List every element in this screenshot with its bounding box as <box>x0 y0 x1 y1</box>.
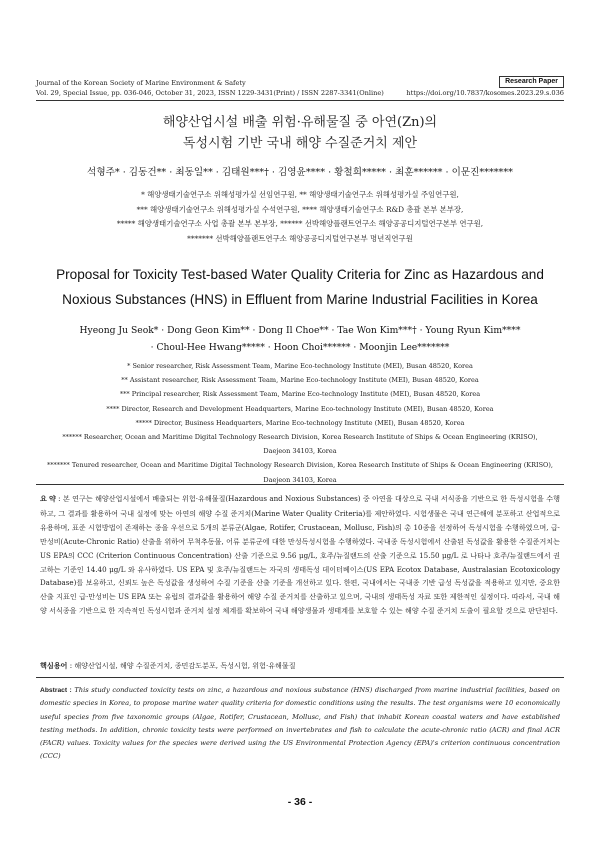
korean-keywords-text: : 해양산업시설, 해양 수질준거치, 종민감도분포, 독성시험, 위험·유해물질 <box>69 661 296 670</box>
korean-title-line-2: 독성시험 기반 국내 해양 수질준거치 제안 <box>182 136 418 151</box>
korean-abstract <box>40 492 560 618</box>
korean-affiliations <box>36 188 564 247</box>
english-affiliation: **** Director, Research and Development Headquarters, Marine Eco-technology Institute (MEI), Busan 48520, Korea <box>106 404 494 413</box>
korean-authors: 석형주* · 김동건** · 최동일** · 김태원***† · 김영윤**** · 황철희***** · 최훈****** · 이문진******* <box>87 167 513 178</box>
english-affiliation: ** Assistant researcher, Risk Assessment Team, Marine Eco-technology Institute (MEI), Busan 48520, Korea <box>121 376 479 385</box>
english-abstract-text: This study conducted toxicity tests on zinc, a hazardous and noxious substance (HNS) discharged from marine industrial facilities, based on domestic species in Korea, to propose marine water quality criteria for domestic conditions using the results. The test organisms were 10 economically useful species from five taxonomic groups (Algae, Rotifer, Crustacean, Mollusc, and Fish) that inhabit Korean coastal waters and have established testing methods. In addition, chronic toxicity tests were performed on invertebrates and fish to calculate the acute-chronic ratio (ACR) and final ACR (FACR) values. Toxicity values for the species were derived using the US Environmental Protection Agency (EPA)'s criterion continuous concentration (CCC) <box>40 686 560 761</box>
korean-keywords <box>40 660 560 672</box>
english-affiliation: ******* Tenured researcher, Ocean and Maritime Digital Technology Research Division, Korea Research Institute of Ships & Ocean Engineering (KRISO), <box>47 461 553 470</box>
korean-keywords-label: 핵심용어 <box>40 662 68 670</box>
english-affiliations <box>28 359 572 487</box>
journal-name: Journal of the Korean Society of Marine Environment & Safety <box>36 79 246 87</box>
english-abstract-label: Abstract : <box>40 687 72 694</box>
korean-abstract-text: : 본 연구는 해양산업시설에서 배출되는 위험·유해물질(Hazardous and Noxious Substances) 중 아연을 대상으로 국내 서식종을 기반으로 한 독성시험을 수행하고, 그 결과를 활용하여 국내 실정에 맞는 아연의 해양 수질 준거치(Marine Water Quality Criteria)를 제안하였다. 시험생물은 국내 연근해에 분포하고 산업적으로 유용하며, 표준 시험방법이 존재하는 종을 우선으로 5개의 분류군(Algae, Rotifer, Crustacean, Mollusc, Fish)의 총 10종을 선정하여 독성시험을 수행하였으며, 급·만성비(Acute-Chronic Ratio) 산출을 위하여 무척추동물, 어류 분류군에 대한 만성독성시험을 수행하였다. 국내종 독성시험에서 산출된 독성값을 활용한 수질준거치는 US EPA의 CCC (Criterion Continuous Concentration) 산출 기준으로 9.56 μg/L, 호주/뉴질랜드의 산출 기준으로 15.50 μg/L 로 나타나 호주/뉴질랜드에서 권고하는 기준인 14.40 μg/L 와 유사하였다. US EPA 및 호주/뉴질랜드는 자국의 생태독성 데이터베이스(US EPA Ecotox Database, Australasian Ecotoxicology Database)를 보유하고, 신뢰도 높은 독성값을 생성하여 수질 기준을 산출 기준을 개선하고 있다. 한편, 국내에서는 국내종 기반 급성 독성값을 적용하고 있지만, 중요한 산출 지표인 급·만성비는 US EPA 또는 유럽의 결과값을 활용하여 해양 수질 준거치를 산출하고 있으며, 국내의 생태독성 자료 또한 제한적인 실정이다. 따라서, 국내 해양 서식종을 기반으로 한 지속적인 독성시험과 준거치 설정 체계를 확보하여 국내 해양생물과 생태계를 보호할 수 있는 해양 수질 준거치 도출이 필요할 것으로 판단된다. <box>40 494 560 616</box>
korean-affiliation: ******* 선박해양플랜트연구소 해양공공디지털연구본부 명년직연구원 <box>187 234 413 244</box>
english-affiliation: Daejeon 34103, Korea <box>263 447 337 456</box>
english-affiliation: ****** Researcher, Ocean and Maritime Digital Technology Research Division, Korea Research Institute of Ships & Ocean Engineering (KRISO), <box>62 433 538 442</box>
journal-citation: Vol. 29, Special Issue, pp. 036-046, October 31, 2023, ISSN 1229-3431(Print) / ISSN 2287-3341(Online) <box>36 89 384 97</box>
korean-abstract-label: 요 약 <box>40 495 56 503</box>
korean-affiliation: ***** 해양생태기술연구소 사업 총괄 본부 본부장, ****** 선박해양플랜트연구소 해양공공디지털연구본부 연구원, <box>116 219 484 229</box>
english-affiliation: Daejeon 34103, Korea <box>263 475 337 484</box>
english-authors-line-2: · Choul-Hee Hwang***** · Hoon Choi****** · Moonjin Lee******* <box>150 342 450 353</box>
korean-affiliation: * 해양생태기술연구소 위해성평가실 선임연구원, ** 해양생태기술연구소 위해성평가실 주임연구원, <box>141 190 459 199</box>
english-affiliation: ***** Director, Business Headquarters, Marine Eco-technology Institute (MEI), Busan 48520, Korea <box>135 418 465 427</box>
article-type-badge: Research Paper <box>499 76 564 88</box>
english-affiliation: * Senior researcher, Risk Assessment Team, Marine Eco-technology Institute (MEI), Busan 48520, Korea <box>127 362 473 370</box>
journal-header <box>36 78 564 98</box>
abstract-rule-top <box>36 484 564 485</box>
english-abstract <box>40 684 560 764</box>
english-affiliation: *** Principal researcher, Risk Assessment Team, Marine Eco-technology Institute (MEI), Busan 48520, Korea <box>119 390 481 399</box>
english-title-line-1: Proposal for Toxicity Test-based Water Quality Criteria for Zinc as Hazardous and <box>56 267 544 282</box>
english-title <box>30 262 570 312</box>
journal-doi[interactable]: https://doi.org/10.7837/kosomes.2023.29.s.036 <box>406 89 564 97</box>
english-authors <box>36 322 564 356</box>
korean-affiliation: *** 해양생태기술연구소 위해성평가실 수석연구원, **** 해양생태기술연구소 R&D 총괄 본부 본부장, <box>136 204 464 214</box>
korean-title-line-1: 해양산업시설 배출 위험·유해물질 중 아연(Zn)의 <box>162 115 438 130</box>
abstract-rule-mid <box>36 677 564 678</box>
page-number: - 36 - <box>287 796 313 808</box>
korean-title <box>36 112 564 154</box>
english-title-line-2: Noxious Substances (HNS) in Effluent from Marine Industrial Facilities in Korea <box>62 292 538 307</box>
header-rule <box>36 100 564 101</box>
english-authors-line-1: Hyeong Ju Seok* · Dong Geon Kim** · Dong Il Choe** · Tae Won Kim***† · Young Ryun Kim**** <box>79 325 521 336</box>
